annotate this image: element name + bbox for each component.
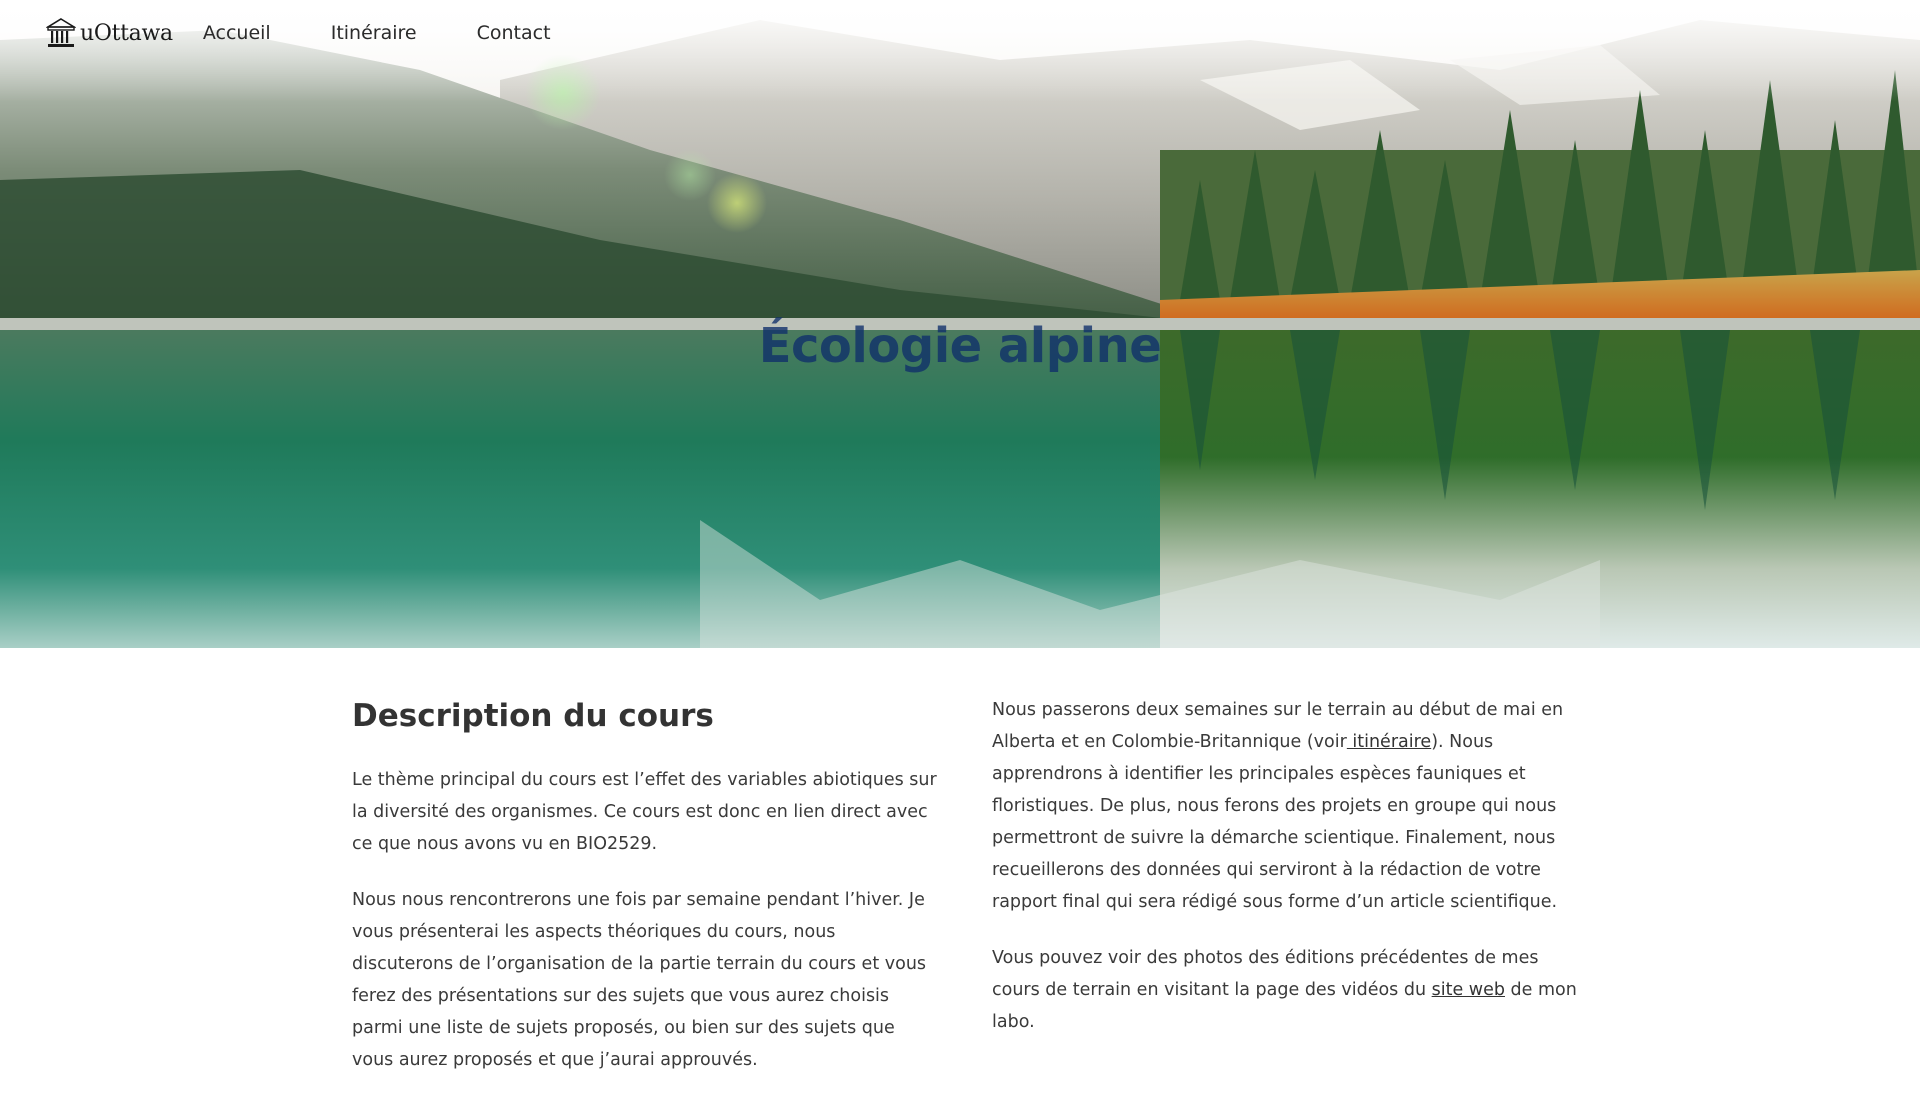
- logo-text: uOttawa: [80, 20, 173, 46]
- left-column: [352, 648, 937, 1100]
- uottawa-logo[interactable]: [46, 17, 173, 49]
- right-column: [992, 694, 1577, 1062]
- paragraph-theme: Le thème principal du cours est l’effet des variables abiotiques sur la diversité des organismes. Ce cours est donc en lien direct avec ce que nous avons vu en BIO2529.: [352, 770, 937, 855]
- nav-link-contact[interactable]: Contact: [476, 22, 551, 44]
- paragraph-field-trip: [992, 694, 1577, 918]
- paragraph-photos-text-1: Vous pouvez voir des photos des éditions précédentes de mes cours de terrain en visitant la page des vidéos du: [992, 948, 1539, 1000]
- hero-title: Écologie alpine: [758, 318, 1162, 374]
- course-description-section: [0, 648, 1920, 1080]
- paragraph-meetings: Nous nous rencontrerons une fois par semaine pendant l’hiver. Je vous présenterai les aspects théoriques du cours, nous discuterons de l’organisation de la partie terrain du cours et vous ferez des présentations sur des sujets que vous aurez choisis parmi une liste de sujets proposés, ou bien sur des sujets que vous aurez proposés et que j’aurai approuvés.: [352, 890, 927, 1071]
- site-web-link[interactable]: site web: [1431, 980, 1505, 1000]
- university-building-icon: [46, 17, 76, 49]
- paragraph-photos: [992, 942, 1577, 1038]
- paragraph-photos-text-2: de mon labo.: [992, 980, 1577, 1032]
- nav-link-itineraire[interactable]: Itinéraire: [330, 22, 417, 44]
- section-title: Description du cours: [352, 698, 714, 734]
- paragraph-field-trip-text-2: ). Nous apprendrons à identifier les principales espèces fauniques et floristiques. De plus, nous ferons des projets en groupe qui nous permettront de suivre la démarche scientique. Finalement, nous recueillerons des données qui serviront à la rédaction de votre rapport final qui sera rédigé sous forme d’un article scientifique.: [992, 732, 1558, 912]
- nav-link-accueil[interactable]: Accueil: [202, 22, 271, 44]
- top-navigation: [0, 0, 1920, 66]
- paragraph-field-trip-text-1: Nous passerons deux semaines sur le terrain au début de mai en Alberta et en Colombie-Britannique (voir: [992, 700, 1564, 752]
- itineraire-link[interactable]: itinéraire: [1346, 732, 1432, 752]
